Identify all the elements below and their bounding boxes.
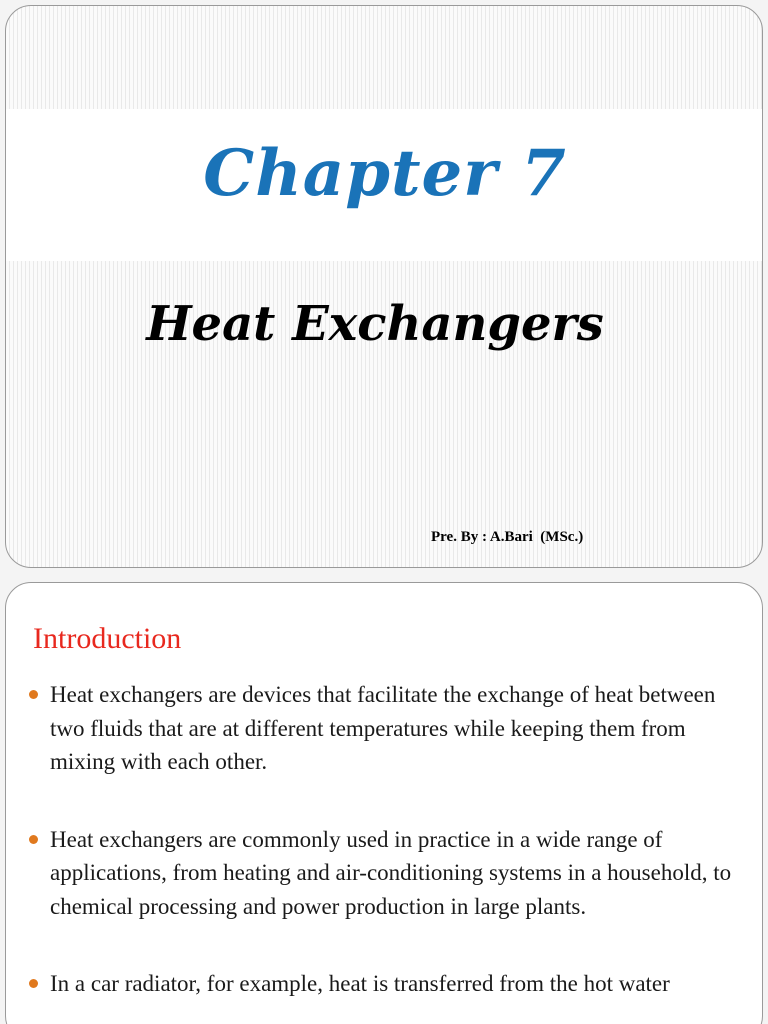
chapter-title: Chapter 7 [203,136,567,211]
section-heading: Introduction [33,622,182,655]
title-slide [5,5,763,568]
bullet-dot-icon [29,979,38,988]
bullet-dot-icon [29,835,38,844]
bullet-text: In a car radiator, for example, heat is transferred from the hot water [50,971,670,996]
bullet-text: Heat exchangers are devices that facilitate the exchange of heat between two fluids that are at different temperatures while keeping them from mixing with each other. [50,682,716,774]
introduction-slide [5,582,763,1024]
bullet-list [6,678,763,1024]
bullet-item [6,678,763,779]
author-credit: Pre. By : A.Bari (MSc.) [431,529,584,545]
bullet-item [6,967,763,1001]
slide-subtitle: Heat Exchangers [146,296,604,352]
bullet-dot-icon [29,690,38,699]
bullet-text: Heat exchangers are commonly used in practice in a wide range of applications, from heating and air-conditioning systems in a household, to chemical processing and power production in large plants. [50,826,732,919]
bullet-item [6,823,763,924]
